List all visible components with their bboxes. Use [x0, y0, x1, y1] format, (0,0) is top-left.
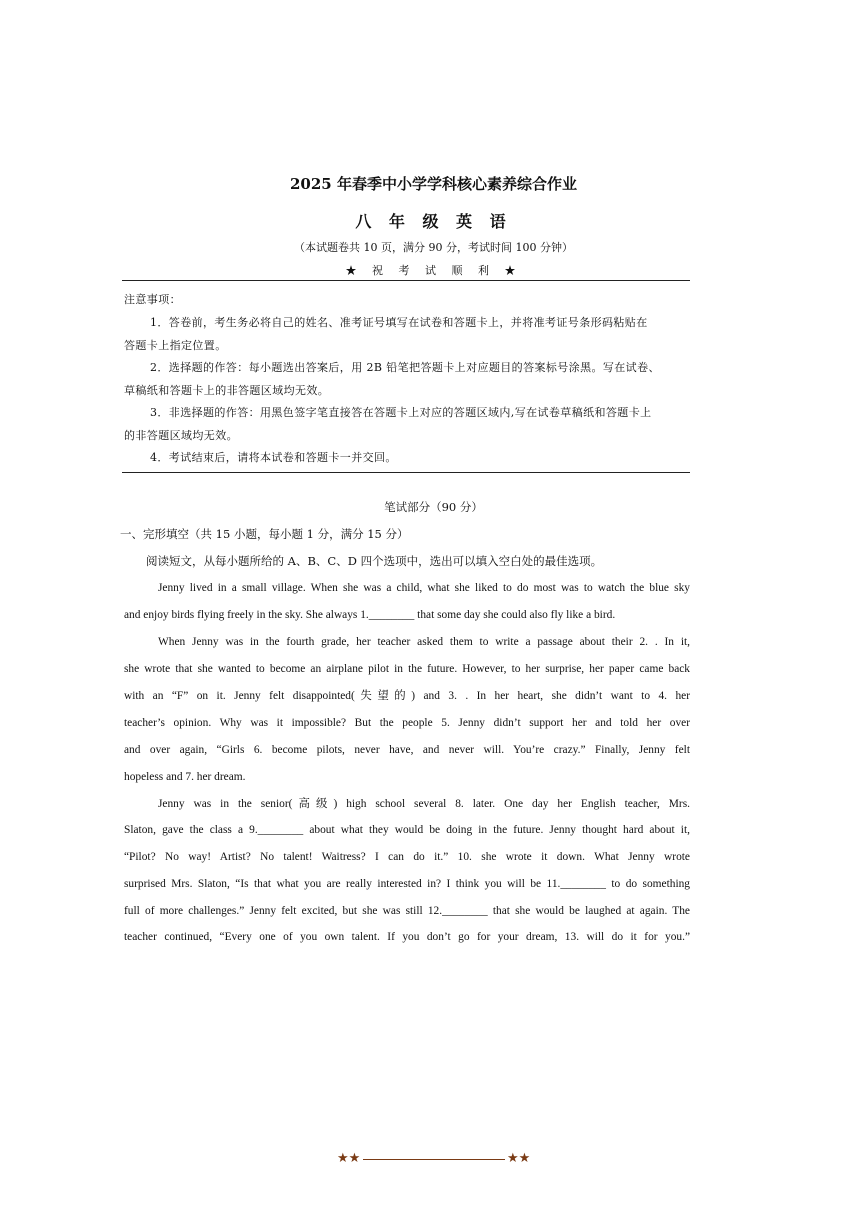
notice-line: 4．考试结束后，请将本试卷和答题卡一并交回。 [150, 451, 397, 464]
notice-line: 答题卡上指定位置。 [124, 339, 227, 352]
passage-line: Slaton, gave the class a 9.________ about what they would be doing in the future. Jenny thought hard about it, [124, 824, 690, 836]
star-icon: ★★ [337, 1151, 361, 1166]
star-icon: ★★ [507, 1151, 531, 1166]
good-luck-wish: ★ 祝 考 试 顺 利 ★ [345, 264, 522, 277]
exam-title: 2025 年春季中小学学科核心素养综合作业 [290, 175, 577, 193]
notice-bottom-divider [122, 472, 690, 473]
part-instruction: 阅读短文，从每小题所给的 A、B、C、D 四个选项中，选出可以填入空白处的最佳选项。 [146, 554, 603, 568]
part-heading: 一、完形填空（共 15 小题，每小题 1 分，满分 15 分） [120, 527, 409, 541]
passage-line: Jenny lived in a small village. When she was a child, what she liked to do most was to watch the blue sky [158, 582, 690, 594]
passage-line: and over again, “Girls 6. become pilots, never have, and never will. You’re crazy.” Finally, Jenny felt [124, 744, 690, 756]
exam-info: （本试题卷共 10 页，满分 90 分，考试时间 100 分钟） [294, 241, 573, 254]
notice-line: 1．答卷前，考生务必将自己的姓名、准考证号填写在试卷和答题卡上，并将准考证号条形码粘贴在 [150, 316, 648, 329]
subject-title: 八 年 级 英 语 [355, 212, 512, 231]
passage-line: and enjoy birds flying freely in the sky. She always 1.________ that some day she could also fly like a bird. [124, 609, 616, 621]
footer-ornament [337, 1151, 531, 1169]
passage-line: she wrote that she wanted to become an airplane pilot in the future. However, to her surprise, her paper came back [124, 663, 690, 675]
footer-divider [363, 1159, 505, 1160]
notice-line: 的非答题区域均无效。 [124, 429, 238, 442]
passage-line: with an “F” on it. Jenny felt disappointed(失望的) and 3. . In her heart, she didn’t want to 4. her [124, 690, 690, 702]
notice-heading: 注意事项： [124, 293, 181, 306]
notice-top-divider [122, 280, 690, 281]
passage-line: teacher continued, “Every one of you own talent. If you don’t go for your dream, 13. will do it for you.” [124, 931, 690, 943]
section-title: 笔试部分（90 分） [384, 500, 483, 514]
passage-line: “Pilot? No way! Artist? No talent! Waitress? I can do it.” 10. she wrote it down. What Jenny wrote [124, 851, 690, 863]
notice-line: 3．非选择题的作答：用黑色签字笔直接答在答题卡上对应的答题区域内,写在试卷草稿纸和答题卡上 [150, 406, 652, 419]
passage-line: teacher’s opinion. Why was it impossible? But the people 5. Jenny didn’t support her and told her over [124, 717, 690, 729]
passage-line: Jenny was in the senior(高级) high school several 8. later. One day her English teacher, Mrs. [158, 798, 690, 810]
passage-line: When Jenny was in the fourth grade, her teacher asked them to write a passage about their 2. . In it, [158, 636, 690, 648]
notice-line: 2．选择题的作答：每小题选出答案后，用 2B 铅笔把答题卡上对应题目的答案标号涂黑。写在试卷、 [150, 361, 660, 374]
passage-line: full of more challenges.” Jenny felt excited, but she was still 12.________ that she would be laughed at again. The [124, 905, 690, 917]
notice-line: 草稿纸和答题卡上的非答题区域均无效。 [124, 384, 330, 397]
passage-line: surprised Mrs. Slaton, “Is that what you are really interested in? I think you will be 11.________ to do something [124, 878, 690, 890]
passage-line: hopeless and 7. her dream. [124, 771, 246, 783]
